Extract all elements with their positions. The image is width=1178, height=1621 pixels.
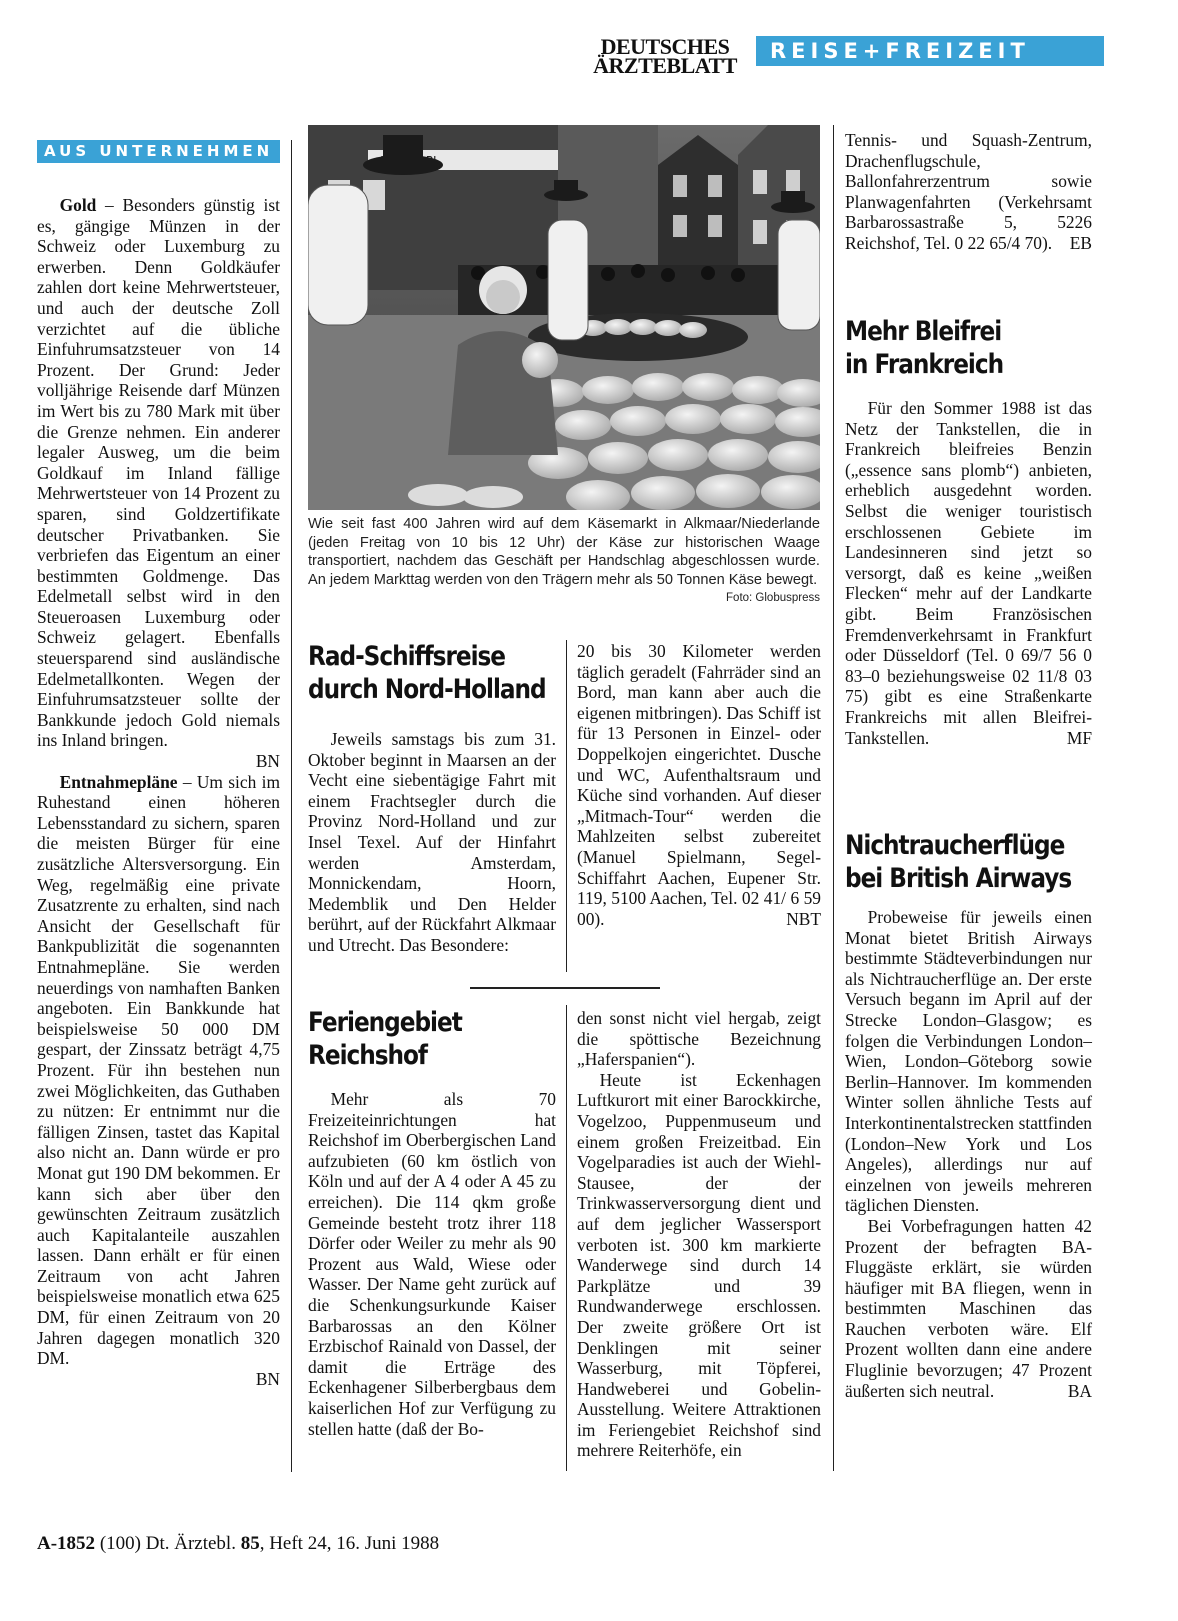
bleifrei-title-line-2: in Frankreich xyxy=(845,349,1004,380)
rad-text-col-b xyxy=(577,641,821,929)
left-column xyxy=(37,195,280,1389)
bleifrei-text: Für den Sommer 1988 ist das Netz der Tankstellen, die in Frankreich bleifreies Benzin („essence sans plomb“) anbieten, erheblich ausgedehnt worden. Selbst die weniger touristisch erschlossenen Gebiete im Landesinneren sind jetzt so versorgt, daß es keine „weißen Flecken“ mehr auf der Landkarte gibt. Beim Französischen Fremdenverkehrsamt in Frankfurt oder Düsseldorf (Tel. 0 69/7 56 0 83–0 beziehungsweise 02 11/8 03 75) gibt es eine Straßenkarte Frankreichs mit allen Bleifrei-Tankstellen. xyxy=(845,398,1092,748)
entnahme-text: – Um sich im Ruhestand einen höheren Lebensstandard zu sichern, sparen die meisten Bürger für eine zusätzliche Altersversorgung. Ein Weg, regelmäßig eine private Zusatzrente zu erhalten, sind nach Ansicht der Gesellschaft für Bankpublizität die sogenannten Entnahmepläne. Sie werden neuerdings von namhaften Banken angeboten. Ein Bankkunde hat beispielsweise 50 000 DM gespart, der Zinssatz beträgt 4,75 Prozent. Für ihn bestehen nun zwei Möglichkeiten, das Guthaben zu nützen: Er entnimmt nur die fälligen Zinsen, tastet das Kapital also nicht an. Dann würde er pro Monat gut 190 DM bekommen. Er kann sich aber über den gewünschten Zeitraum zusätzlich auch Kapitalanteile auszahlen lassen. Dann erhält er für einen Zeitraum von acht Jahren beispielsweise monatlich etwa 625 DM, für einen Zeitraum von 20 Jahren dagegen monatlich 320 DM. xyxy=(37,771,280,1369)
nichtraucher-title-line-1: Nichtraucherflüge xyxy=(845,830,1065,861)
photo-caption xyxy=(308,515,820,608)
masthead-logo xyxy=(582,34,748,78)
entnahme-signature: BN xyxy=(255,1368,280,1389)
nichtraucher-paragraph-2 xyxy=(845,1216,1092,1401)
rad-signature: NBT xyxy=(786,908,821,929)
gold-signature: BN xyxy=(255,751,280,772)
photo-credit: Foto: Globuspress xyxy=(726,592,820,605)
rad-headline xyxy=(308,640,563,706)
bleifrei-title-line-1: Mehr Bleifrei xyxy=(845,316,1002,347)
reichshof-paragraph-b1: den sonst nicht viel hergab, zeigt die spöttische Bezeichnung „Haferspanien“). xyxy=(577,1008,821,1070)
article-separator xyxy=(470,987,660,989)
bleifrei-text-col xyxy=(845,398,1092,748)
reichshof-headline xyxy=(308,1006,563,1072)
rad-paragraph-a: Jeweils samstags bis zum 31. Oktober beginnt in Maarsen an der Vecht eine siebentägige Fahrt mit einem Frachtsegler durch die Provinz Nord-Holland und zur Insel Texel. Auf der Hinfahrt werden Amsterdam, Monnickendam, Hoorn, Medemblik und Den Helder berührt, auf der Rückfahrt Alkmaar und Utrecht. Das Besondere: xyxy=(308,729,556,955)
column-rule-middle-top xyxy=(566,640,567,972)
gold-text: – Besonders günstig ist es, gängige Münzen in der Schweiz oder Luxemburg zu erwerben. Denn Goldkäufer zahlen dort keine Mehrwertsteuer, und auch der deutsche Zoll verzichtet auf die übliche Einfuhrumsatzsteuer von 14 Prozent. Der Grund: Jeder volljährige Reisende darf Münzen im Wert bis zu 780 Mark mit über die Grenze nehmen. Ein anderer legaler Ausweg, um die beim Goldkauf im Inland fällige Mehrwertsteuer von 14 Prozent zu sparen, sind Goldzertifikate deutscher Privatbanken. Sie verbriefen das Eigentum an einer bestimmten Goldmenge. Das Edelmetall selbst wird in den Steueroasen Luxemburg oder Schweiz gelagert. Ebenfalls steuersparend sind ausländische Edelmetallkonten. Wegen der Einfuhrumsatzsteuer sollte der Bankkunde jedoch Gold niemals ins Inland bringen. xyxy=(37,195,280,751)
reichshof-paragraph-a: Mehr als 70 Freizeiteinrichtungen hat Reichshof im Oberbergischen Land aufzubieten (60 km östlich von Köln und auf der A 4 oder A 45 zu erreichen). Die 114 qkm große Gemeinde besteht trotz ihrer 118 Dörfer oder Weiler zu mehr als 90 Prozent aus Wald, Wiese oder Wasser. Der Name geht zurück auf die Schenkungsurkunde Kaiser Barbarossas an den Kölner Erzbischof Rainald von Dassel, der damit die Erträge des Eckenhagener Silberbergbaus dem kaiserlichen Hof zur Verfügung zu stellen hatte (daß der Bo- xyxy=(308,1089,556,1439)
column-rule-left xyxy=(291,140,292,1472)
cheese-market-photo xyxy=(308,125,820,510)
photo-image xyxy=(308,125,820,510)
reichshof-text-col-b xyxy=(577,1008,821,1461)
bleifrei-signature: MF xyxy=(1066,727,1092,748)
bleifrei-paragraph xyxy=(845,398,1092,748)
reichshof-signature: EB xyxy=(1069,232,1092,253)
logo-line-1: DEUTSCHES xyxy=(600,34,730,59)
reichshof-title-line-1: Feriengebiet xyxy=(308,1007,462,1038)
bleifrei-headline xyxy=(845,315,1095,381)
entnahme-paragraph xyxy=(37,772,280,1369)
reichshof-text-col-a xyxy=(308,1089,556,1439)
entnahme-title: Entnahmepläne xyxy=(59,771,178,792)
nichtraucher-text-2: Bei Vorbefragungen hatten 42 Prozent der befragten BA-Fluggäste erklärt, sie würden häufiger mit BA fliegen, wenn in bestimmten Maschinen das Rauchen verboten wäre. Elf Prozent wollten dann eine andere Fluglinie bevorzugen; 47 Prozent äußerten sich neutral. xyxy=(845,1215,1092,1401)
rad-text-b: 20 bis 30 Kilometer werden täglich geradelt (Fahrräder sind an Bord, man kann aber auch die eigenen mitbringen). Das Schiff ist für 13 Personen in Einzel- oder Doppelkojen eingerichtet. Dusche und WC, Aufenthaltsraum und Küche sind vorhanden. Auf dieser „Mitmach-Tour“ werden die Mahlzeiten selbst zubereitet (Manuel Spielmann, Segel-Schiffahrt Aachen, Eupener Str. 119, 5100 Aachen, Tel. 02 41/ 6 59 00). xyxy=(577,641,821,929)
reichshof-paragraph-b2: Heute ist Eckenhagen Luftkurort mit einer Barockkirche, Vogelzoo, Puppenmuseum und einem großen Freizeitbad. Ein Vogelparadies ist auch der Wiehl-Stausee, der der Trinkwasserversorgung dient und auf dem jeglicher Wassersport verboten ist. 300 km markierte Wanderwege sind durch 14 Parkplätze und 39 Rundwanderwege erschlossen. Der zweite größere Ort ist Denklingen mit seiner Wasserburg, mit Töpferei, Handweberei und Gobelin-Ausstellung. Weitere Attraktionen im Feriengebiet Reichshof sind mehrere Reiterhöfe, ein xyxy=(577,1069,821,1461)
section-band xyxy=(756,36,1104,66)
photo-caption-text: Wie seit fast 400 Jahren wird auf dem Käsemarkt in Alkmaar/Niederlande (jeden Freitag von 10 bis 12 Uhr) der Käse zur historischen Waage transportiert, nachdem das Geschäft per Handschlag abgeschlossen wurde. An jedem Markttag werden von den Trägern mehr als 50 Tonnen Käse bewegt. xyxy=(308,516,820,588)
footer-citation-post: , Heft 24, 16. Juni 1988 xyxy=(259,1533,440,1554)
column-label-band xyxy=(37,140,280,163)
column-label: AUS UNTERNEHMEN xyxy=(44,142,274,160)
page-footer xyxy=(37,1532,439,1556)
rad-text-col-a xyxy=(308,729,556,956)
reichshof-title-line-2: Reichshof xyxy=(308,1040,428,1071)
gold-title: Gold xyxy=(59,195,97,215)
reichshof-text-c: Tennis- und Squash-Zentrum, Drachenflugschule, Ballonfahrerzentrum sowie Planwagenfahrten (Verkehrsamt Barbarossastraße 5, 5226 Reichshof, Tel. 0 22 65/4 70). xyxy=(845,130,1092,253)
section-label: REISE+FREIZEIT xyxy=(770,39,1030,63)
logo-line-2: ÄRZTEBLATT xyxy=(593,53,737,78)
nichtraucher-headline xyxy=(845,829,1100,895)
nichtraucher-signature: BA xyxy=(1067,1380,1092,1401)
nichtraucher-paragraph-1: Probeweise für jeweils einen Monat bietet British Airways bestimmte Städteverbindungen nur als Nichtraucherflüge an. Der erste Versuch begann im April auf der Strecke London–Glasgow; es folgen die Verbindungen London–Wien, London–Göteborg sowie Berlin–Hannover. Im kommenden Winter sollen ähnliche Tests auf Interkontinentalstrecken stattfinden (London–New York und Los Angeles), allerdings nur auf einzelnen von jeweils mehreren täglichen Diensten. xyxy=(845,907,1092,1216)
footer-citation-pre: (100) Dt. Ärztebl. xyxy=(95,1533,241,1554)
nichtraucher-title-line-2: bei British Airways xyxy=(845,863,1072,894)
footer-volume: 85 xyxy=(240,1533,260,1554)
rad-title-line-1: Rad-Schiffsreise xyxy=(308,641,506,672)
footer-page-number: A-1852 xyxy=(37,1533,96,1554)
rad-title-line-2: durch Nord-Holland xyxy=(308,674,546,705)
reichshof-text-col-c xyxy=(845,130,1092,254)
column-rule-right xyxy=(833,125,834,1471)
rad-paragraph-b xyxy=(577,641,821,929)
gold-paragraph xyxy=(37,195,280,751)
column-rule-middle-bottom xyxy=(566,1005,567,1471)
nichtraucher-text-col xyxy=(845,907,1092,1401)
reichshof-paragraph-c xyxy=(845,130,1092,254)
